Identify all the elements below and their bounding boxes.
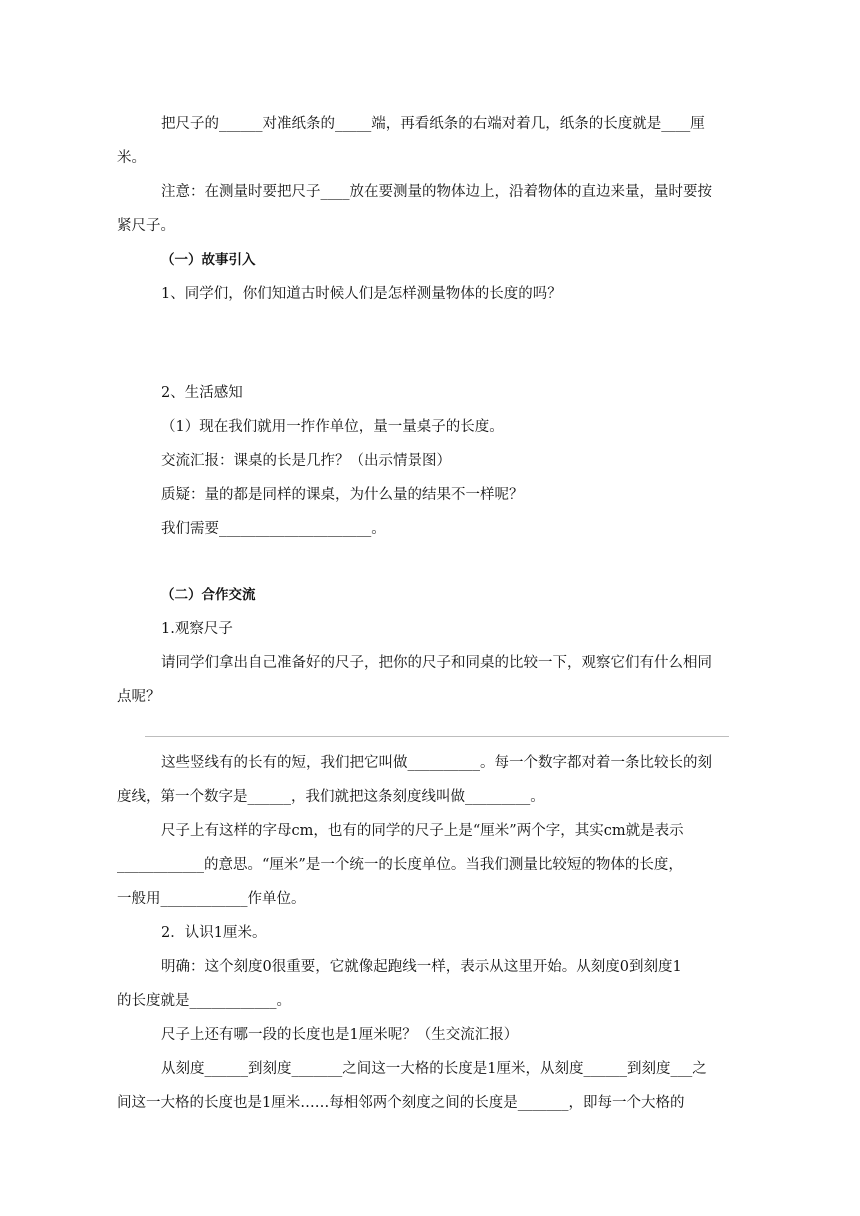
paragraph-scale-range-cont: 间这一大格的长度也是1厘米……每相邻两个刻度之间的长度是_______，即每一个大格的 — [117, 1095, 685, 1111]
paragraph-compare-rulers: 请同学们拿出自己准备好的尺子，把你的尺子和同桌的比较一下，观察它们有什么相同 — [161, 655, 712, 671]
subheading-life-perception: 2、生活感知 — [161, 385, 243, 401]
paragraph-compare-rulers-cont: 点呢？ — [117, 689, 161, 705]
question-different-results: 质疑：量的都是同样的课桌，为什么量的结果不一样呢？ — [161, 487, 524, 503]
divider-line — [145, 736, 729, 737]
question-ancient-measure: 1、同学们，你们知道古时候人们是怎样测量物体的长度的吗？ — [161, 286, 562, 302]
paragraph-scale-zero-cont: 的长度就是____________。 — [117, 993, 291, 1009]
report-desk-length: 交流汇报：课桌的长是几拃？（出示情景图） — [161, 453, 451, 469]
paragraph-note: 注意：在测量时要把尺子____放在要测量的物体边上，沿着物体的直边来量，量时要按 — [161, 184, 712, 200]
paragraph-tick-marks: 这些竖线有的长有的短，我们把它叫做__________。每一个数字都对着一条比较长的刻 — [161, 755, 712, 771]
section-heading-story: （一）故事引入 — [161, 252, 256, 268]
subheading-observe-ruler: 1.观察尺子 — [161, 621, 233, 637]
paragraph-cm-unit-end: 一般用____________作单位。 — [117, 891, 306, 907]
paragraph-note-cont: 紧尺子。 — [117, 218, 175, 234]
paragraph-cm-unit: 尺子上有这样的字母cm，也有的同学的尺子上是“厘米”两个字，其实cm就是表示 — [161, 823, 684, 839]
paragraph-cm-unit-cont: ____________的意思。“厘米”是一个统一的长度单位。当我们测量比较短的物体的长度， — [117, 857, 683, 873]
section-heading-cooperation: （二）合作交流 — [161, 587, 256, 603]
subheading-know-1cm: 2．认识1厘米。 — [161, 925, 267, 941]
paragraph-scale-zero: 明确：这个刻度0很重要，它就像起跑线一样，表示从这里开始。从刻度0到刻度1 — [161, 959, 682, 975]
paragraph-tick-marks-cont: 度线，第一个数字是______，我们就把这条刻度线叫做_________。 — [117, 789, 545, 805]
paragraph-scale-range: 从刻度______到刻度_______之间这一大格的长度是1厘米，从刻度______到刻度___之 — [161, 1061, 707, 1077]
paragraph-ruler-alignment-cont: 米。 — [117, 150, 146, 166]
fill-in-we-need: 我们需要_____________________。 — [161, 521, 386, 537]
paragraph-ruler-alignment: 把尺子的______对准纸条的_____端，再看纸条的右端对着几，纸条的长度就是____厘 — [161, 116, 705, 132]
activity-span-measure: （1）现在我们就用一拃作单位，量一量桌子的长度。 — [161, 419, 504, 435]
question-other-1cm: 尺子上还有哪一段的长度也是1厘米呢？（生交流汇报） — [161, 1027, 519, 1043]
